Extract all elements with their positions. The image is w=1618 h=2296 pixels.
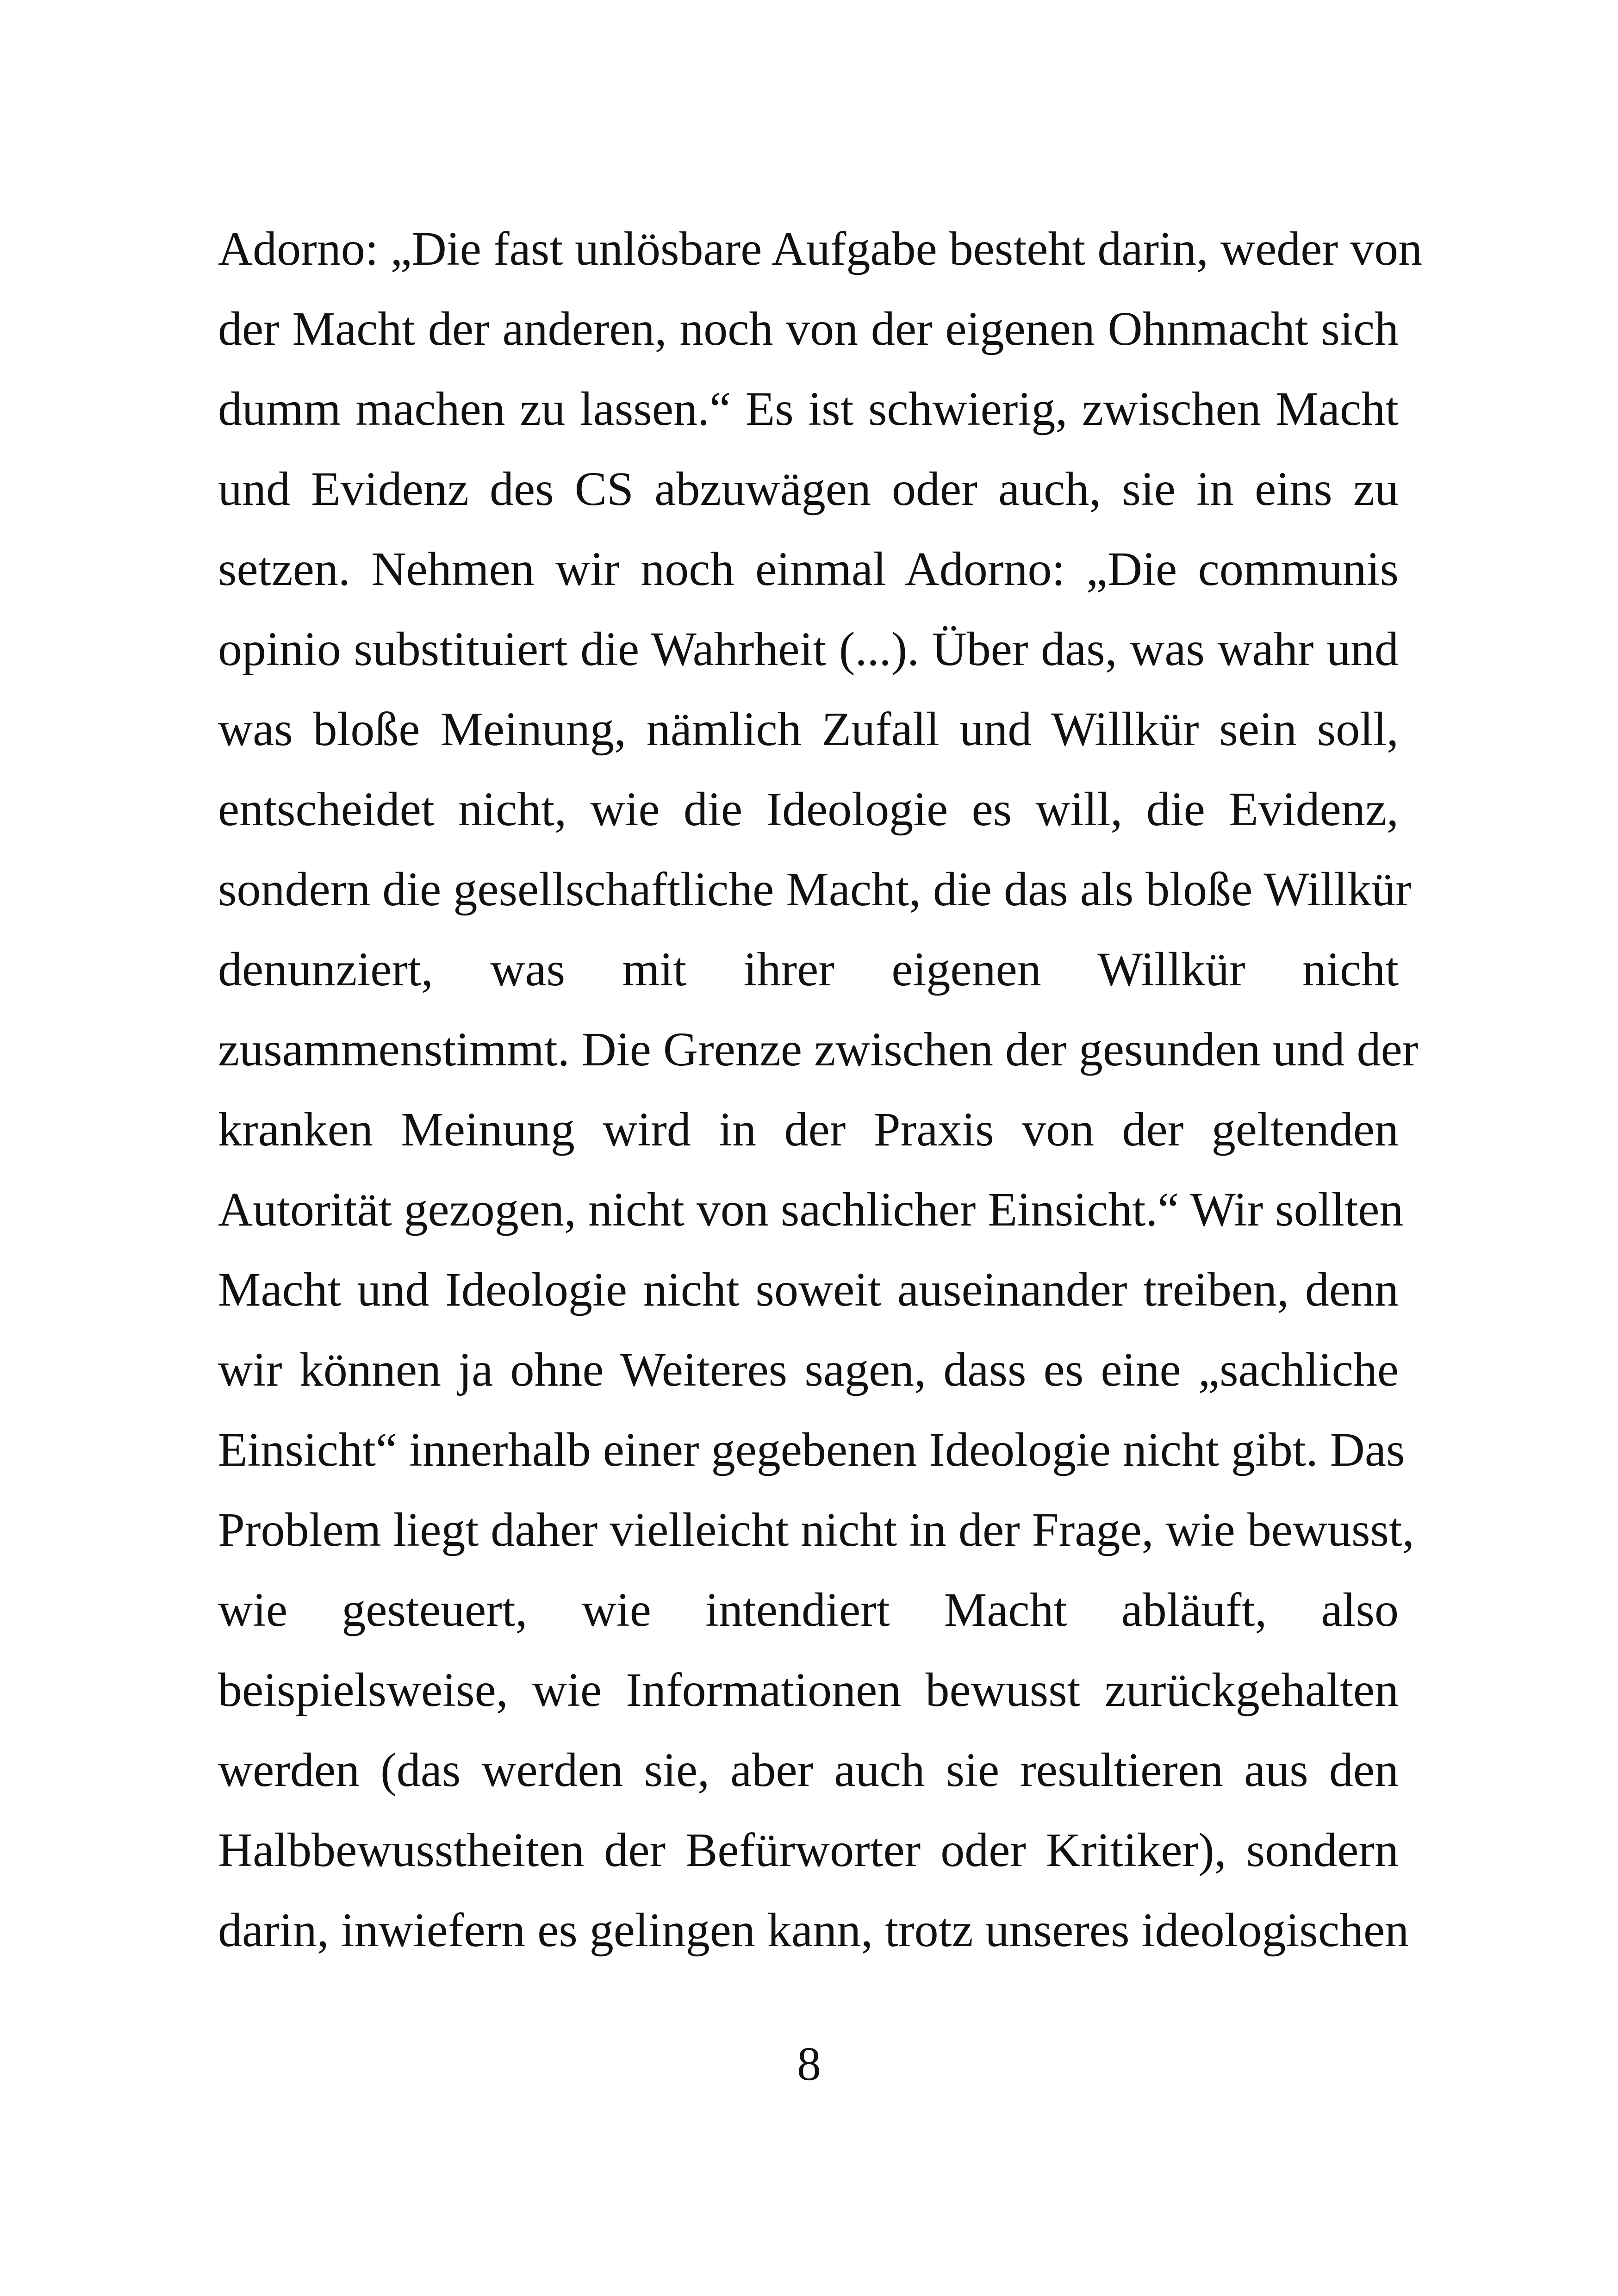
text-line: dumm machen zu lassen.“ Es ist schwierig, zwischen Macht [218,382,1399,436]
text-line: Adorno: „Die fast unlösbare Aufgabe besteht darin, weder von [218,222,1423,275]
text-line: was bloße Meinung, nämlich Zufall und Willkür sein soll, [218,703,1399,756]
text-line: und Evidenz des CS abzuwägen oder auch, sie in eins zu [218,462,1399,516]
text-line: Problem liegt daher vielleicht nicht in der Frage, wie bewusst, [218,1503,1414,1556]
text-line: setzen. Nehmen wir noch einmal Adorno: „Die communis [218,542,1399,596]
text-line: Halbbewusstheiten der Befürworter oder Kritiker), sondern [218,1823,1399,1877]
text-line: entscheidet nicht, wie die Ideologie es will, die Evidenz, [218,783,1399,836]
text-line: darin, inwiefern es gelingen kann, trotz unseres ideologischen [218,1904,1409,1957]
body-paragraph [218,216,1423,1977]
text-line: wie gesteuert, wie intendiert Macht abläuft, also [218,1583,1399,1636]
text-line: Einsicht“ innerhalb einer gegebenen Ideologie nicht gibt. Das [218,1423,1405,1476]
page-number: 8 [797,2037,821,2091]
text-line: der Macht der anderen, noch von der eigenen Ohnmacht sich [218,302,1399,355]
text-line: opinio substituiert die Wahrheit (...). Über das, was wahr und [218,622,1399,676]
text-line: kranken Meinung wird in der Praxis von der geltenden [218,1103,1399,1156]
text-line: wir können ja ohne Weiteres sagen, dass es eine „sachliche [218,1343,1399,1396]
text-line: Macht und Ideologie nicht soweit auseinander treiben, denn [218,1263,1399,1316]
text-line: denunziert, was mit ihrer eigenen Willkür nicht [218,943,1399,996]
text-line: beispielsweise, wie Informationen bewusst zurückgehalten [218,1663,1399,1717]
text-line: sondern die gesellschaftliche Macht, die das als bloße Willkür [218,863,1412,916]
text-line: Autorität gezogen, nicht von sachlicher Einsicht.“ Wir sollten [218,1183,1404,1236]
text-line: werden (das werden sie, aber auch sie resultieren aus den [218,1743,1399,1797]
text-line: zusammenstimmt. Die Grenze zwischen der gesunden und der [218,1023,1419,1076]
